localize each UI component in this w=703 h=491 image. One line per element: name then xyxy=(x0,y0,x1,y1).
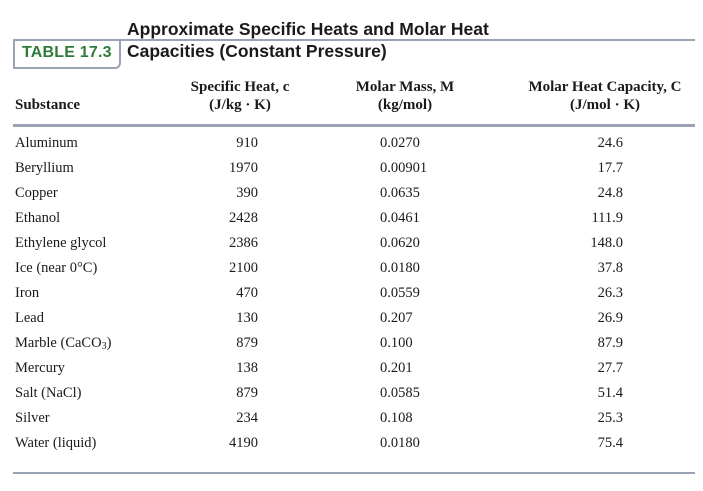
table-row xyxy=(0,183,703,208)
cell-substance xyxy=(15,333,111,353)
cell-molar-heat-capacity: 148.0 xyxy=(590,235,623,251)
cell-substance: Ethanol xyxy=(15,210,61,226)
cell-molar-mass: 0.0635 xyxy=(380,185,420,201)
table-row xyxy=(0,408,703,433)
cell-molar-mass: 0.100 xyxy=(380,335,413,351)
cell-molar-heat-capacity: 26.3 xyxy=(597,285,623,301)
table-row xyxy=(0,233,703,258)
column-header-molar-mass-unit: (kg/mol) xyxy=(377,97,433,113)
table-row xyxy=(0,283,703,308)
cell-molar-mass: 0.0620 xyxy=(380,235,420,251)
cell-substance-subscript: 3 xyxy=(101,341,107,352)
table-title-line-1: Approximate Specific Heats and Molar Heat xyxy=(127,19,489,39)
cell-molar-mass: 0.0270 xyxy=(380,135,420,151)
header-divider xyxy=(13,124,695,127)
cell-specific-heat: 390 xyxy=(236,185,258,201)
cell-molar-mass: 0.201 xyxy=(380,360,413,376)
cell-molar-mass: 0.0585 xyxy=(380,385,420,401)
cell-specific-heat: 910 xyxy=(236,135,258,151)
column-header-molar-heat-capacity-unit: (J/mol · K) xyxy=(570,97,640,113)
column-header-specific-heat-unit: (J/kg · K) xyxy=(209,97,271,113)
cell-specific-heat: 4190 xyxy=(229,435,258,451)
cell-substance: Lead xyxy=(15,310,44,326)
cell-specific-heat: 470 xyxy=(236,285,258,301)
cell-molar-heat-capacity: 75.4 xyxy=(597,435,623,451)
cell-specific-heat: 130 xyxy=(236,310,258,326)
cell-molar-mass: 0.0180 xyxy=(380,260,420,276)
cell-molar-heat-capacity: 111.9 xyxy=(591,210,623,226)
cell-substance: Silver xyxy=(15,410,50,426)
cell-specific-heat: 879 xyxy=(236,385,258,401)
cell-molar-heat-capacity: 25.3 xyxy=(597,410,623,426)
cell-molar-mass: 0.00901 xyxy=(380,160,428,176)
cell-substance-text: Marble (CaCO xyxy=(15,335,102,351)
cell-molar-heat-capacity: 87.9 xyxy=(597,335,623,351)
cell-molar-mass: 0.0559 xyxy=(380,285,420,301)
table-row xyxy=(0,158,703,183)
table-row xyxy=(0,258,703,283)
cell-molar-mass: 0.0180 xyxy=(380,435,420,451)
column-header-molar-heat-capacity-name: Molar Heat Capacity, C xyxy=(528,79,682,95)
column-header-specific-heat-name: Specific Heat, c xyxy=(190,79,290,95)
column-header-substance: Substance xyxy=(15,97,81,113)
table-body xyxy=(0,133,703,458)
cell-substance: Iron xyxy=(15,285,40,301)
cell-substance: Beryllium xyxy=(15,160,74,176)
column-header-molar-mass-name: Molar Mass, M xyxy=(355,79,455,95)
cell-substance: Ice (near 0°C) xyxy=(15,260,98,276)
cell-substance: Aluminum xyxy=(15,135,78,151)
cell-specific-heat: 234 xyxy=(236,410,258,426)
cell-molar-heat-capacity: 37.8 xyxy=(597,260,623,276)
table-row xyxy=(0,308,703,333)
cell-specific-heat: 1970 xyxy=(229,160,258,176)
column-header-molar-heat-capacity xyxy=(510,78,700,114)
table-title xyxy=(127,18,597,62)
cell-molar-mass: 0.0461 xyxy=(380,210,420,226)
cell-specific-heat: 2100 xyxy=(229,260,258,276)
cell-substance: Salt (NaCl) xyxy=(15,385,82,401)
cell-specific-heat: 879 xyxy=(236,335,258,351)
cell-molar-mass: 0.108 xyxy=(380,410,413,426)
cell-molar-heat-capacity: 24.8 xyxy=(597,185,623,201)
bottom-rule xyxy=(13,472,695,474)
table-row xyxy=(0,433,703,458)
table-title-line-2: Capacities (Constant Pressure) xyxy=(127,41,387,61)
cell-molar-mass: 0.207 xyxy=(380,310,413,326)
cell-molar-heat-capacity: 24.6 xyxy=(597,135,623,151)
cell-molar-heat-capacity: 17.7 xyxy=(597,160,623,176)
column-header-molar-mass xyxy=(330,78,480,114)
cell-molar-heat-capacity: 27.7 xyxy=(597,360,623,376)
column-header-specific-heat xyxy=(160,78,320,114)
table-row xyxy=(0,333,703,358)
cell-substance: Ethylene glycol xyxy=(15,235,107,251)
cell-specific-heat: 2428 xyxy=(229,210,258,226)
table-row xyxy=(0,208,703,233)
cell-specific-heat: 2386 xyxy=(229,235,258,251)
cell-substance: Water (liquid) xyxy=(15,435,97,451)
table-number-tag: TABLE 17.3 xyxy=(13,39,121,69)
cell-substance: Copper xyxy=(15,185,58,201)
table-row xyxy=(0,358,703,383)
cell-molar-heat-capacity: 51.4 xyxy=(597,385,623,401)
table-row xyxy=(0,133,703,158)
cell-specific-heat: 138 xyxy=(236,360,258,376)
cell-substance-tail: ) xyxy=(106,335,112,351)
cell-substance: Mercury xyxy=(15,360,65,376)
cell-molar-heat-capacity: 26.9 xyxy=(597,310,623,326)
table-row xyxy=(0,383,703,408)
